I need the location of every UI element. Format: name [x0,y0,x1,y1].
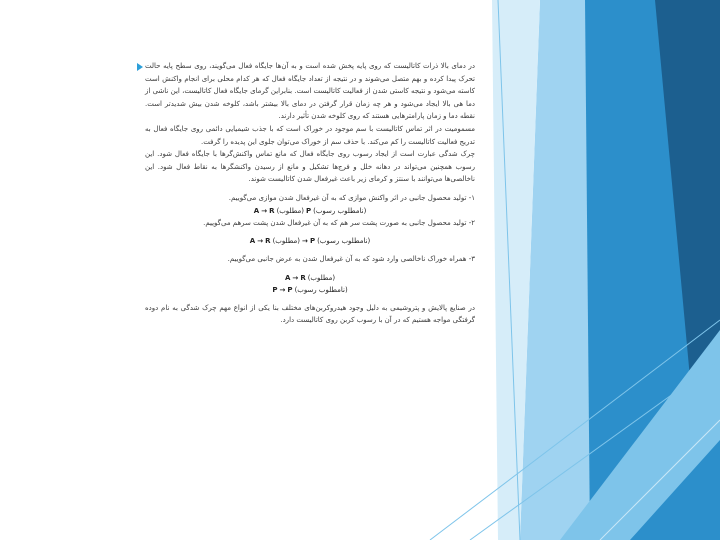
paragraph-7: در صنایع پالایش و پتروشیمی به دلیل وجود هیدروکربن‌های مختلف بنا یکی از انواع مهم چرک شدگی به نام دوده گرفتگی مواجه هستیم که در آن با رسوب کربن روی کاتالیست دارد. [145,303,475,325]
equation-3a [145,272,475,284]
eq3a-product: R [300,273,306,282]
eq3b-product: P [287,285,293,294]
eq2-product: R [265,237,271,246]
eq1-reactant: A [253,206,260,215]
eq2-reactant: A [249,237,256,246]
equation-1 [145,205,475,217]
paragraph-2: مسمومیت در اثر تماس کاتالیست با سم موجود در خوراک است که با جذب شیمیایی دائمی روی جایگاه فعال به تدریج فعالیت کاتالیست را کم می‌کند. با حذف سم از خوراک می‌توان جلوی این پدیده را گرفت. [145,124,475,146]
eq3b-reactant: P [272,285,278,294]
eq2-side-label: (نامطلوب رسوب) [317,237,371,246]
eq1-product-label: (مطلوب) [276,206,304,215]
eq3a-label: (مطلوب) [307,273,336,282]
eq2-side: P [309,237,315,246]
eq3a-reactant: A [284,273,291,282]
equation-2 [145,235,475,247]
eq2-arrow-2: → [302,237,308,246]
eq2-product-label: (مطلوب) [272,237,300,246]
bullet-icon [137,63,143,71]
paragraph-1: در دمای بالا ذرات کاتالیست که روی پایه پخش شده است و به آن‌ها جایگاه فعال می‌گویند، روی سطح پایه حالت تحرک پیدا کرده و بهم متصل می‌شوند و در نتیجه از تعداد جایگاه فعال که هر کدام محلی برای انجام واکنش است کاسته می‌شود و نتیجه کاستی شدن از فعالیت کاتالیست است. بنابراین گرمای جایگاه فعال کاتالیست، این ناشی از دما هی بالا ایجاد می‌شود و هر چه زمان قرار گرفتن در دمای بالا بیشتر باشد، کلوخه شدن بیش شدیدتر است. نقطه دما و زمان پارامترهایی هستند که روی کلوخه شدن تأثیر دارند. [145,62,475,121]
paragraph-6: ۳- همراه خوراک ناخالصی وارد شود که به آن غیرفعال شدن به عرض جانبی می‌گوییم. [227,255,475,264]
eq1-side: P [306,206,312,215]
eq2-arrow-1: → [257,237,264,246]
paragraph-3: چرک شدگی عبارت است از ایجاد رسوب روی جایگاه فعال که مانع تماس واکنش‌گرها با جایگاه فعال شود. این رسوب همچنین می‌تواند در دهانه خلل و فرج‌ها تشکیل و مانع از رسیدن واکنشگرها به نقاط فعال شود. این ناخالصی‌ها می‌توانند با سنتز و کرمای زیر باعث غیرفعال شدن کاتالیست شوند. [145,150,475,184]
eq3b-label: (نامطلوب رسوب) [294,285,348,294]
equation-3b [145,284,475,296]
eq3b-arrow: → [279,285,286,294]
eq1-arrow: → [261,206,267,215]
document-body [145,60,475,540]
paragraph-5: ۲- تولید محصول جانبی به صورت پشت سر هم که به آن غیرفعال شدن پشت سرهم می‌گوییم. [203,218,475,227]
eq3a-arrow: → [292,273,299,282]
eq1-product: R [269,206,275,215]
eq1-side-label: (نامطلوب رسوب) [313,206,367,215]
paragraph-4: ۱- تولید محصول جانبی در اثر واکنش موازی که به آن غیرفعال شدن موازی می‌گوییم. [228,193,475,202]
